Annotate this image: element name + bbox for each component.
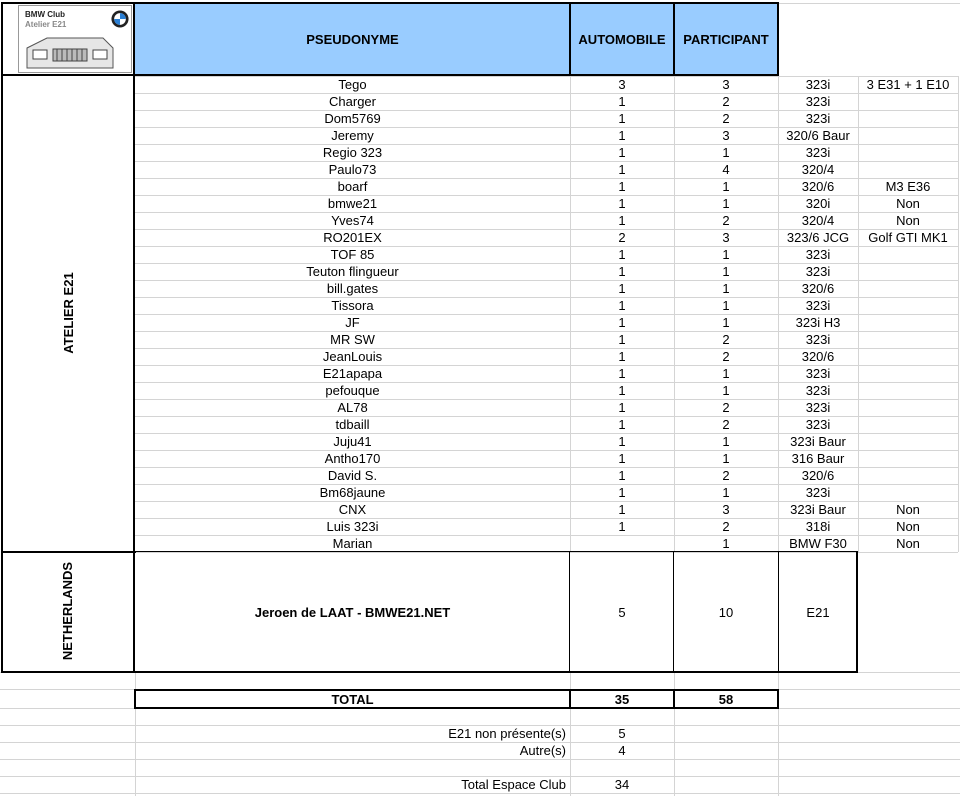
row-model: 323i <box>805 264 831 279</box>
row-pseudonyme: Antho170 <box>324 451 381 466</box>
nl-automobile: 5 <box>618 604 626 620</box>
row-pseudonyme: Charger <box>329 94 376 109</box>
row-other <box>858 467 958 484</box>
row-other <box>858 331 958 348</box>
row-participant: 2 <box>722 111 730 126</box>
row-automobile: 1 <box>618 179 626 194</box>
row-participant: 4 <box>722 162 730 177</box>
row-automobile: 1 <box>618 264 626 279</box>
row-other <box>858 399 958 416</box>
row-other: Non <box>896 502 920 517</box>
logo-line2: Atelier E21 <box>25 20 67 29</box>
header-participant: PARTICIPANT <box>674 3 778 75</box>
row-automobile: 2 <box>618 230 626 245</box>
summary-value-autres: 4 <box>618 743 626 758</box>
row-participant: 3 <box>722 128 730 143</box>
row-automobile: 1 <box>618 383 626 398</box>
row-automobile: 1 <box>618 502 626 517</box>
row-pseudonyme: JeanLouis <box>322 349 383 364</box>
row-other <box>858 382 958 399</box>
summary-label-autres: Autre(s) <box>519 743 566 758</box>
row-pseudonyme: AL78 <box>337 400 368 415</box>
row-automobile: 1 <box>618 468 626 483</box>
row-model: 323i <box>805 485 831 500</box>
row-model: BMW F30 <box>789 536 847 551</box>
row-model: 320/4 <box>801 162 835 177</box>
row-model: 316 Baur <box>791 451 845 466</box>
row-pseudonyme: David S. <box>327 468 378 483</box>
row-automobile: 1 <box>618 162 626 177</box>
row-pseudonyme: MR SW <box>330 332 375 347</box>
club-logo <box>18 5 132 73</box>
row-pseudonyme: Marian <box>332 536 373 551</box>
row-other: 3 E31 + 1 E10 <box>866 77 950 92</box>
row-automobile: 1 <box>618 111 626 126</box>
row-other <box>858 280 958 297</box>
row-automobile: 1 <box>618 247 626 262</box>
row-other <box>858 365 958 382</box>
row-pseudonyme: pefouque <box>325 383 380 398</box>
row-pseudonyme: E21apapa <box>322 366 383 381</box>
row-model: 323i Baur <box>790 502 846 517</box>
row-pseudonyme: CNX <box>338 502 367 517</box>
header-pseudonyme: PSEUDONYME <box>135 3 570 75</box>
row-automobile: 1 <box>618 434 626 449</box>
row-automobile: 1 <box>618 349 626 364</box>
row-pseudonyme: RO201EX <box>323 230 382 245</box>
car-front-icon <box>25 34 115 72</box>
row-automobile: 1 <box>618 400 626 415</box>
row-participant: 1 <box>722 434 730 449</box>
row-automobile: 1 <box>618 145 626 160</box>
row-model: 323i <box>805 77 831 92</box>
row-pseudonyme: boarf <box>337 179 368 194</box>
logo-line1: BMW Club <box>25 10 65 19</box>
row-pseudonyme: Juju41 <box>333 434 372 449</box>
row-pseudonyme: bmwe21 <box>327 196 378 211</box>
row-other <box>858 484 958 501</box>
total-label: TOTAL <box>331 691 374 707</box>
row-pseudonyme: Bm68jaune <box>319 485 386 500</box>
row-pseudonyme: bill.gates <box>326 281 379 296</box>
row-automobile: 1 <box>618 128 626 143</box>
row-model: 323i <box>805 145 831 160</box>
row-participant: 2 <box>722 213 730 228</box>
row-other <box>858 450 958 467</box>
row-other <box>858 297 958 314</box>
row-automobile: 1 <box>618 519 626 534</box>
row-participant: 1 <box>722 145 730 160</box>
row-automobile: 1 <box>618 213 626 228</box>
row-pseudonyme: Tego <box>338 77 367 92</box>
row-automobile: 1 <box>618 281 626 296</box>
row-model: 320/6 <box>801 281 835 296</box>
row-pseudonyme: Teuton flingueur <box>306 264 399 279</box>
row-participant: 2 <box>722 468 730 483</box>
nl-name: Jeroen de LAAT - BMWE21.NET <box>254 604 451 620</box>
row-model: 323i <box>805 111 831 126</box>
row-participant: 2 <box>722 519 730 534</box>
row-participant: 1 <box>722 196 730 211</box>
summary-value-e21-non-presente: 5 <box>618 726 626 741</box>
total-automobile: 35 <box>614 691 630 707</box>
row-pseudonyme: tdbaill <box>335 417 370 432</box>
row-automobile: 1 <box>618 196 626 211</box>
row-other <box>858 348 958 365</box>
row-model: 323i <box>805 400 831 415</box>
row-other: Golf GTI MK1 <box>868 230 948 245</box>
row-other <box>858 416 958 433</box>
row-participant: 1 <box>722 366 730 381</box>
row-participant: 1 <box>722 315 730 330</box>
total-participant: 58 <box>718 691 734 707</box>
row-model: 320/4 <box>801 213 835 228</box>
row-other <box>858 110 958 127</box>
row-other: Non <box>896 536 920 551</box>
row-model: 323/6 JCG <box>786 230 850 245</box>
summary-label-e21-non-presente: E21 non présente(s) <box>448 726 566 741</box>
row-other: Non <box>896 196 920 211</box>
row-pseudonyme: Yves74 <box>331 213 374 228</box>
row-participant: 1 <box>722 247 730 262</box>
row-participant: 2 <box>722 332 730 347</box>
row-participant: 1 <box>722 179 730 194</box>
row-model: 323i <box>805 332 831 347</box>
row-automobile: 1 <box>618 315 626 330</box>
row-model: 323i <box>805 366 831 381</box>
row-participant: 1 <box>722 281 730 296</box>
summary-value-total-espace-club: 34 <box>614 777 630 792</box>
bmw-roundel-icon <box>111 10 129 28</box>
row-model: 320i <box>805 196 831 211</box>
row-other <box>858 246 958 263</box>
row-automobile: 1 <box>618 298 626 313</box>
row-other <box>858 161 958 178</box>
row-pseudonyme: Jeremy <box>331 128 374 143</box>
row-model: 320/6 <box>801 179 835 194</box>
row-model: 320/6 Baur <box>786 128 850 143</box>
row-other <box>858 314 958 331</box>
row-model: 323i <box>805 94 831 109</box>
header-automobile: AUTOMOBILE <box>570 3 674 75</box>
row-automobile: 1 <box>618 366 626 381</box>
row-other <box>858 263 958 280</box>
row-model: 318i <box>805 519 831 534</box>
row-pseudonyme: JF <box>345 315 360 330</box>
row-participant: 1 <box>722 298 730 313</box>
row-automobile: 1 <box>618 485 626 500</box>
row-pseudonyme: Dom5769 <box>324 111 381 126</box>
row-other <box>858 433 958 450</box>
row-participant: 3 <box>722 230 730 245</box>
row-participant: 1 <box>722 451 730 466</box>
row-other <box>858 127 958 144</box>
row-participant: 1 <box>722 485 730 500</box>
nl-model: E21 <box>806 604 830 620</box>
row-participant: 2 <box>722 349 730 364</box>
row-model: 323i <box>805 417 831 432</box>
row-automobile: 1 <box>618 451 626 466</box>
row-model: 323i <box>805 298 831 313</box>
row-model: 320/6 <box>801 468 835 483</box>
row-participant: 2 <box>722 400 730 415</box>
row-model: 323i Baur <box>790 434 846 449</box>
row-automobile: 1 <box>618 332 626 347</box>
row-automobile: 1 <box>618 417 626 432</box>
row-model: 323i H3 <box>795 315 841 330</box>
row-other: M3 E36 <box>885 179 931 194</box>
row-automobile: 1 <box>618 94 626 109</box>
group-atelier-e21: ATELIER E21 <box>60 272 76 354</box>
row-other <box>858 93 958 110</box>
nl-participant: 10 <box>718 604 734 620</box>
row-automobile: 3 <box>618 77 626 92</box>
row-model: 320/6 <box>801 349 835 364</box>
row-participant: 2 <box>722 417 730 432</box>
group-netherlands: NETHERLANDS <box>59 561 75 661</box>
row-pseudonyme: Regio 323 <box>322 145 383 160</box>
row-participant: 3 <box>722 502 730 517</box>
row-participant: 1 <box>722 264 730 279</box>
row-pseudonyme: Paulo73 <box>328 162 377 177</box>
row-automobile <box>570 535 674 552</box>
row-pseudonyme: Luis 323i <box>326 519 379 534</box>
row-participant: 3 <box>722 77 730 92</box>
row-other <box>858 144 958 161</box>
row-pseudonyme: TOF 85 <box>330 247 375 262</box>
row-participant: 1 <box>722 383 730 398</box>
row-model: 323i <box>805 383 831 398</box>
row-participant: 2 <box>722 94 730 109</box>
row-other: Non <box>896 213 920 228</box>
row-participant: 1 <box>722 536 730 551</box>
row-other: Non <box>896 519 920 534</box>
row-model: 323i <box>805 247 831 262</box>
summary-label-total-espace-club: Total Espace Club <box>461 777 566 792</box>
row-pseudonyme: Tissora <box>331 298 374 313</box>
